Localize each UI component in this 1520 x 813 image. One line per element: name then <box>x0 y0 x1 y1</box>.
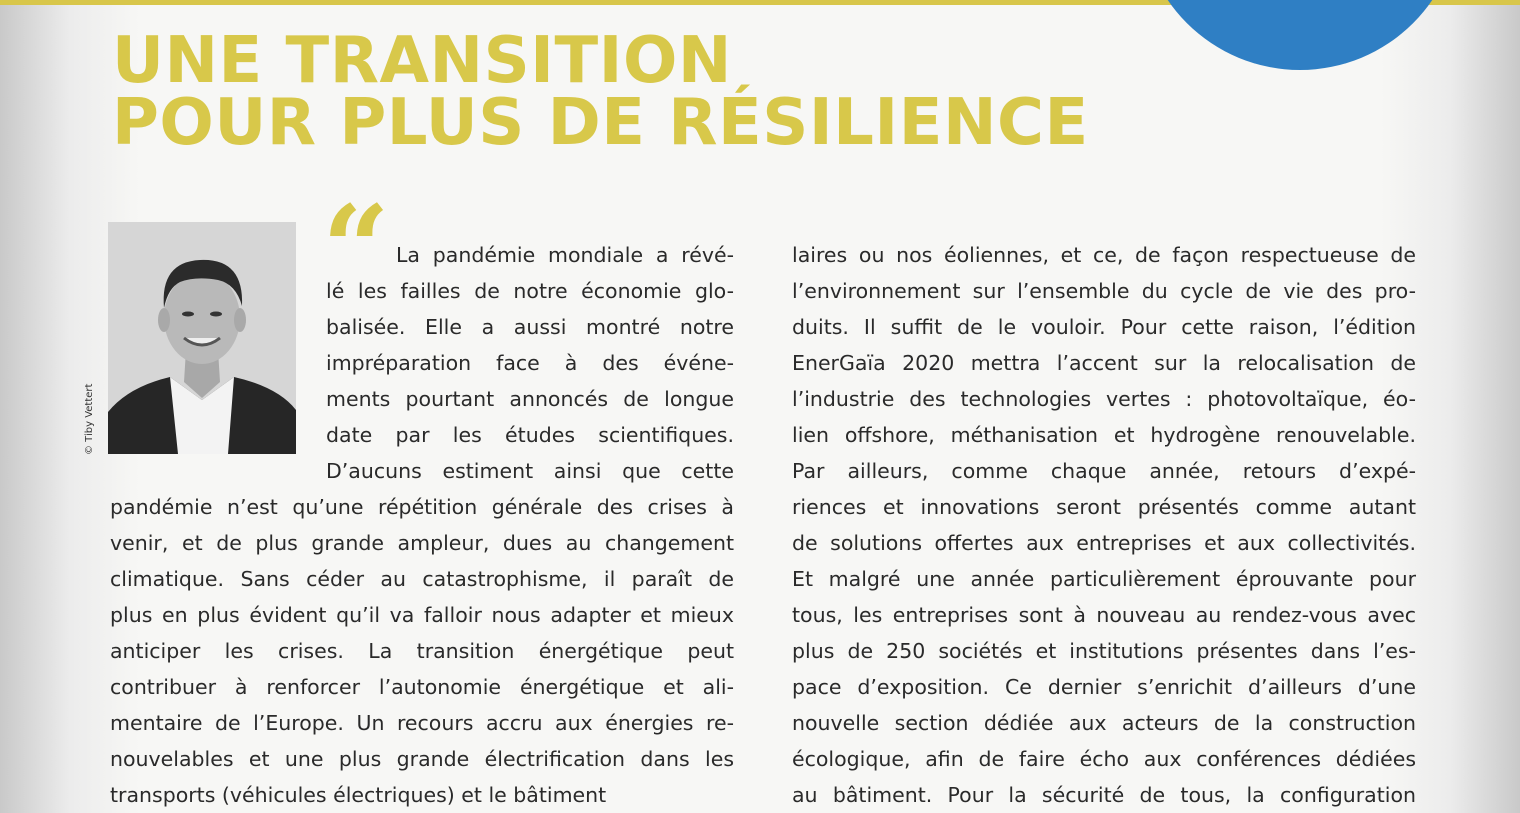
text-line: l’industrie des technologies vertes : photovoltaïque, éo- <box>792 387 1416 411</box>
text-line: venir, et de plus grande ampleur, dues au changement <box>110 531 734 555</box>
text-line: contribuer à renforcer l’autonomie énergétique et ali- <box>110 675 734 699</box>
blue-circle-badge <box>1140 0 1460 70</box>
text-line: EnerGaïa 2020 mettra l’accent sur la relocalisation de <box>792 351 1416 375</box>
text-line: impréparation face à des événe- <box>326 351 734 375</box>
text-line: tous, les entreprises sont à nouveau au rendez-vous avec <box>792 603 1416 627</box>
text-line: plus de 250 sociétés et institutions présentes dans l’es- <box>792 639 1416 663</box>
text-line: laires ou nos éoliennes, et ce, de façon respectueuse de <box>792 243 1416 267</box>
text-line: transports (véhicules électriques) et le bâtiment <box>110 783 607 807</box>
photo-credit: © Tiby Vettert <box>84 383 95 455</box>
text-line: riences et innovations seront présentés comme autant <box>792 495 1416 519</box>
text-line: date par les études scientifiques. <box>326 423 734 447</box>
text-line: duits. Il suffit de le vouloir. Pour cette raison, l’édition <box>792 315 1416 339</box>
text-line: Par ailleurs, comme chaque année, retours d’expé- <box>792 459 1416 483</box>
article-title <box>112 24 1089 160</box>
text-line: La pandémie mondiale a révé- <box>396 243 734 267</box>
text-line: au bâtiment. Pour la sécurité de tous, la configuration <box>792 783 1416 807</box>
title-line-2: POUR PLUS DE RÉSILIENCE <box>112 86 1089 160</box>
text-line: plus en plus évident qu’il va falloir nous adapter et mieux <box>110 603 734 627</box>
title-line-1: UNE TRANSITION <box>112 24 732 98</box>
text-line: anticiper les crises. La transition énergétique peut <box>110 639 734 663</box>
text-line: nouvelle section dédiée aux acteurs de la construction <box>792 711 1416 735</box>
text-line: D’aucuns estiment ainsi que cette <box>326 459 734 483</box>
text-line: lien offshore, méthanisation et hydrogène renouvelable. <box>792 423 1416 447</box>
text-line: pandémie n’est qu’une répétition générale des crises à <box>110 495 734 519</box>
text-line: écologique, afin de faire écho aux conférences dédiées <box>792 747 1416 771</box>
text-line: lé les failles de notre économie glo- <box>326 279 734 303</box>
text-line: de solutions offertes aux entreprises et aux collectivités. <box>792 531 1416 555</box>
text-line: ments pourtant annoncés de longue <box>326 387 734 411</box>
text-line: balisée. Elle a aussi montré notre <box>326 315 734 339</box>
text-line: nouvelables et une plus grande électrification dans les <box>110 747 734 771</box>
author-photo <box>108 222 296 454</box>
text-line: Et malgré une année particulièrement éprouvante pour <box>792 567 1416 591</box>
text-line: l’environnement sur l’ensemble du cycle de vie des pro- <box>792 279 1416 303</box>
text-line: climatique. Sans céder au catastrophisme, il paraît de <box>110 567 734 591</box>
text-line: mentaire de l’Europe. Un recours accru aux énergies re- <box>110 711 734 735</box>
quote-mark-icon: “ <box>322 179 390 318</box>
text-line: pace d’exposition. Ce dernier s’enrichit d’ailleurs d’une <box>792 675 1416 699</box>
